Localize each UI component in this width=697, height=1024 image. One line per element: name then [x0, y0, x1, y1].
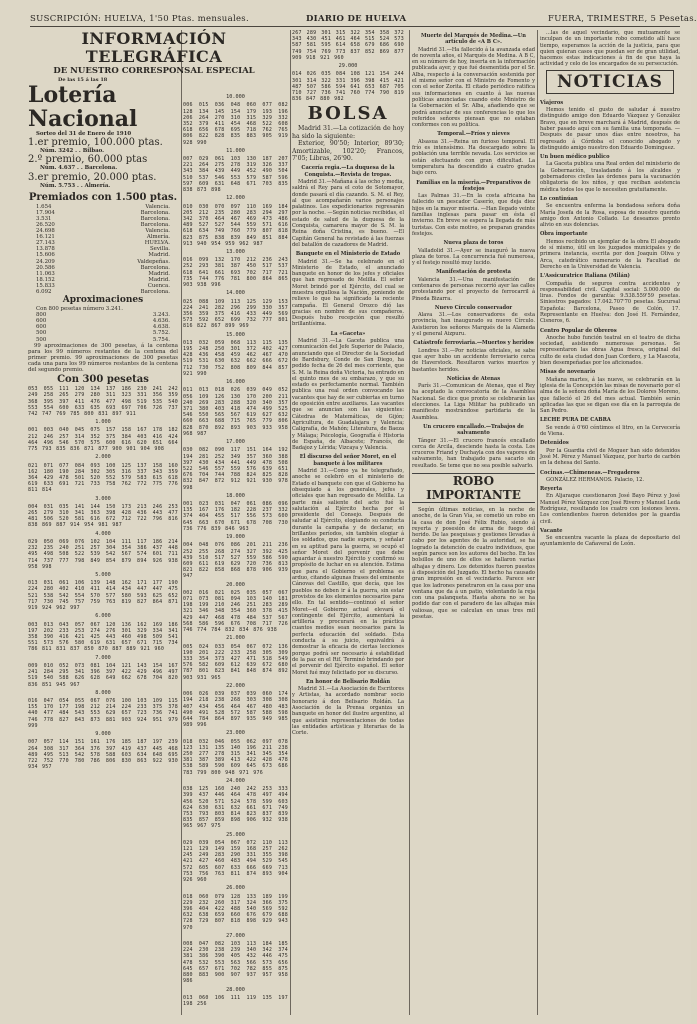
premiados-list: [28, 204, 178, 295]
hours: De las 15 á las 18: [58, 77, 108, 83]
group-label: 2.000: [95, 454, 111, 461]
subheadline: DE NUESTRO CORRESPONSAL ESPECIAL: [53, 66, 255, 76]
notice-title: Viajeros: [540, 99, 564, 106]
numbers-block: 001 023 031 047 061 086 096 135 167 176 182 228 237 332 374 404 455 517 556 573 600 645 663 670 671 678 708 730 736 776 839 846 963: [183, 501, 288, 532]
article-title: Noticias de Atenas: [446, 375, 501, 382]
notice-title: Un buen médico publico: [540, 154, 610, 161]
prize-1: 1.er premio, 100.000 ptas. Núm. 3242 . . Bilbao.: [28, 137, 163, 155]
article-body: Según últimas noticias, en la noche de anoche, de la Gran Vía, se cometió un robo en la casa de don José Félix Rubio, siendo á reyerta y posesión de arma de fuego del herido. De las pesquisas y gestiones llevadas á cabo por los agentes de la autoridad, se ha logrado la detención de cuatro individuos, que según parece son los autores del hecho. En los bolsillos de uno de ellos se hallaron varias alhajas y dinero. Los detenidos fueron puestos á disposición del Juzgado. El hecho ha causado gran impresión en el vecindario. Parece ser que los ladrones penetraron en la casa por una ventana que da á un patio, violentando la reja con una palanqueta. Hasta ahora no se ha podido dar con el paradero de las alhajas más valiosas, que se calculan en unas tres mil pesetas.: [412, 507, 535, 621]
group-label: 19.000: [226, 534, 245, 541]
group-label: 22.000: [226, 682, 245, 689]
group-label: 14.000: [226, 290, 245, 297]
article-title: Un crucero encallado.—Trabajos de salvamento: [423, 423, 524, 437]
notice-body: Se encuentra enferma la bondadosa señora doña María Josefa de la Rosa, esposa de nuestro querido amigo don Antonio Collado. Le deseamos pronto alivio en sus dolencias.: [540, 203, 680, 229]
ticket-city: Barcelona.: [140, 288, 170, 295]
notice-title: L'Assicuratrice Italiana (Milán): [540, 273, 630, 280]
article-body: Madrid 31.—La Gaceta publica una comunicación del Jefe Superior de Palacio, anunciando que el Director de la Sociedad de Bardsbury, Conde de San Diego, ha pedido fecha de 26 del mes corriente, que S. M. la Reina doña Victoria, ha entrado en el quinto mes de su embarazo, y que su estado es perfectamente normal. También publica una real orden convocando las vacantes que hay de ser cubiertas en turno de oposición entre auxiliares. Las vacantes que se anuncian son las siguientes: Cátedras de Matemáticas, de Gijón; Agricultura, de Guadalajara y Valencia; Caligrafía, de Mahón; Literatura, de Baeza y Málaga; Psicología, Geografía é Historia de España, de Albacete; Francés, de Badajoz y Lérida; Vizcaya y Valencia.: [292, 338, 404, 452]
article-body: Valencia 31.—Una manifestación de centenares de personas recorrió ayer las calles protestando por el proyecto de ferrocarril á Pineda Bizarra.: [412, 276, 535, 302]
aprox-amount: 500: [36, 330, 47, 337]
bolsa-intro: Madrid 31.—La cotización de hoy ha sido la siguiente:: [292, 125, 404, 140]
notice-body: La Gaceta publica una Real orden del ministerio de la Gobernación, trasladando á los alcaldes y gobernadores civiles las órdenes para la vacunación obligatoria de los niños, y que reciban asistencia médica todos los que lo necesiten gratuitamente.: [540, 161, 680, 193]
notice-body: Compañía de seguros contra accidentes y responsabilidad civil. Capital social: 5.000.000 de liras. Fondos de garantía: 9.538.559'59 pesetas. Siniestros pagados: 17.042.707'70 pesetas. Sucursal Española: Barcelona, Paseo de Colón, 17. Representante en Huelva: don José H. Fernández, Cisneros, 6.: [540, 280, 680, 325]
ticket-city: Barcelona.: [140, 215, 170, 222]
notice-title: Misas de novenario: [540, 369, 596, 376]
group-label: 21.000: [226, 635, 245, 642]
article-title: Cacería regia.—La duquesa de la Conquista.—Revista de tropas.: [301, 165, 395, 178]
group-label: 29.000: [338, 63, 358, 70]
group-label: 9.000: [95, 731, 111, 738]
ticket-number: 3.531: [36, 215, 52, 222]
group-label: 24.000: [226, 777, 245, 784]
ticket-city: Almería.: [146, 234, 170, 241]
article-title: En honor de Belisario Roldán: [305, 678, 391, 685]
column-numbers: [183, 92, 288, 1007]
notice-body: Hemos recibido un ejemplar de la obra El abogado de sí mismo, útil en los juzgados municipales y de primera instancia, escrita por don Joaquín Oliva y Arca, catedrático numerario de la Facultad de Derecho en la Universidad de Valencia.: [540, 238, 680, 270]
column-news: [412, 30, 535, 620]
numbers-block: 002 016 021 025 035 057 067 071 073 081 094 103 140 181 198 199 210 246 251 283 289 321 346 348 354 360 378 415 429 447 468 478 484 537 567 568 586 596 676 708 717 726 746 774 784 832 834 876 938: [183, 589, 288, 634]
numbers-block: 018 032 046 055 062 097 078 123 131 135 140 196 211 238 250 277 278 315 341 345 354 381 387 389 413 422 428 478 538 589 590 609 645 673 686 783 799 800 948 971 976: [183, 738, 288, 776]
ticket-city: Barcelona.: [140, 264, 170, 271]
bolsa-quotes: Exterior, 90'50; Interior, 89'30; Amortizable, 102'20; Francos, 7'05; Libras, 26'90.: [292, 140, 404, 162]
numbers-block: 010 030 070 097 110 169 184 205 212 235 280 283 294 297 342 370 464 467 469 473 486 489 527 527 544 559 571 616 618 634 749 760 779 807 818 823 875 838 839 849 851 884 913 940 954 959 962 987: [183, 203, 288, 247]
numbers-block: 029 039 054 067 072 110 113 121 129 149 159 168 257 262 245 249 283 290 331 355 398 421 427 460 483 494 529 545 572 605 607 633 666 669 713 753 756 763 811 874 893 904 926 960: [183, 839, 288, 884]
article-title: La «Gaceta»: [330, 330, 366, 337]
numbers-block: 029 050 069 076 102 104 111 117 186 214 232 235 240 251 257 304 354 386 437 448 495 498 508 522 539 542 567 574 601 711 714 737 777 798 849 854 879 894 926 938 958 998: [28, 538, 178, 570]
numbers-block: 030 082 090 117 151 164 192 194 281 252 349 357 360 388 397 430 434 441 449 478 508 522 546 557 559 576 639 651 676 704 744 788 824 825 828 832 847 872 912 921 930 978 998: [183, 447, 288, 491]
group-label: 27.000: [226, 932, 245, 939]
numbers-block: 007 057 114 151 161 176 185 187 197 239 264 308 317 364 376 397 419 437 445 468 489 495 513 542 578 588 603 634 648 695 722 752 770 780 786 806 830 863 922 930 934 957: [28, 739, 178, 771]
numbers-block: 004 048 076 086 201 211 236 252 255 268 274 327 392 425 439 510 517 527 559 586 590 609 611 619 629 720 736 813 821 822 858 868 878 906 939 947: [183, 542, 288, 580]
group-label: 3.000: [95, 495, 111, 502]
column-rule: [181, 30, 182, 1015]
article-body: Madrid 31.—Ha fallecido á la avanzada edad de noventa años, el Marqués de Medina. A B C, en su número de hoy, inserta en la información publicada ayer, y que fué desmentida por el Sr. Alba, respecto á la conversación sostenida por el mismo señor con el Ministro de Fomento y con el señor Zorita. El citado periódico ratifica sus informaciones en cuanto á las nuevas políticas anunciadas cuando este Ministro de la Gobernación el Sr. Alba, añadiendo que se podrá anunciar de sus conferencias lo que los referidos señores piensan que no estaban conformes con su política.: [412, 46, 535, 129]
aprox-number: 5.752.: [152, 330, 170, 337]
draw-date: Sorteo del 31 de Enero de 1910: [36, 131, 132, 138]
article-body: Madrid 31.—Se ha celebrado en el Ministerio de Estado, el anunciado banquete en honor de los jefes y oficiales que han regresado de Melilla. El señor Moret brindó por el Ejército, del cual se muestra orgullosa la Nación, poniendo de relieve lo que ha significado la reciente campaña. El General Orozco dió las gracias en nombre de sus compañeros. Después hubo recepción que resultó brillantísima.: [292, 258, 404, 328]
numbers-block: 038 125 160 240 242 253 333 399 437 446 464 478 497 494 456 520 571 524 578 599 603 624 630 631 632 661 671 749 753 793 803 814 823 837 839 835 857 859 898 906 932 938 965 967 975: [183, 786, 288, 830]
article-title: Nueva plaza de toros: [443, 240, 504, 247]
article-title: Manifestación de protesta: [436, 269, 511, 276]
aprox-amount: 600: [36, 324, 47, 331]
notice-title: Reyerta: [540, 486, 563, 493]
numbers-block: 021 071 077 084 093 100 125 137 158 160 162 180 190 284 302 305 316 337 343 359 364 429 478 501 520 552 579 583 615 618 619 633 691 721 733 758 762 772 775 776 811 814: [28, 462, 178, 494]
aprox-number: 3.243.: [152, 312, 170, 319]
newspaper-name: DIARIO DE HUELVA: [306, 14, 407, 24]
group-label: 15.000: [226, 331, 245, 338]
numbers-block: 008 047 082 103 113 184 185 224 230 238 239 340 342 374 381 386 390 405 432 446 475 478 532 553 563 566 573 656 645 657 671 702 782 855 875 880 883 900 907 937 957 958 986: [183, 941, 288, 985]
numbers-block: 267 289 301 315 322 354 358 372 343 430 451 461 464 515 524 573 587 581 595 614 658 679 686 690 749 754 769 773 837 852 869 877 909 918 921 960: [292, 30, 404, 61]
numbers-block: 013 060 106 111 119 135 197 198 256: [183, 994, 288, 1007]
ticket-number: 18.152: [36, 276, 55, 283]
article-body: ...las de aquel vecindario, que mutuamente se inculpan de un importante robo cometido allí hace tiempo, esperamos la acción de la justicia, para que quien quieran casos que puedan ser de gran utilidad, hacemos estas indicaciones á fin de que haya la actividad y celo de los encargados de su persecución.: [540, 30, 680, 68]
notice-title: Centro Popular de Obreros: [540, 327, 617, 334]
aprox-number: 5.754.: [152, 336, 170, 343]
group-label: 6.000: [95, 613, 111, 620]
article-body: Tánger 31.—El crucero francés encallado cerca de Arcila, desciende hasta la costa. Los cruceros Friand y Duchayla con dos vapores de salvamento, han trabajado para sacarlo sin resultado. Se teme que no sea posible salvarlo.: [412, 437, 535, 469]
con300-heading: Con 300 pesetas: [57, 374, 149, 386]
notice-title: Detenidos: [540, 440, 569, 447]
article-body: Madrid 31.—Como ya he telegrafiado, anoche se celebró en el ministerio de Estado el banquete con que el Gobierno ha obsequiado á los generales, jefes y oficiales que han regresado de Melilla. La parte más saliente del acto fué la salutación al Ejército hecha por el presidente del Consejo. Después de saludar al Ejército, elogiando su conducta durante la campaña y de declarar, en brillantes períodos, sin también elogiar á los soldados, que nadie supera, y señalar en su aptitud para la guerra, se ocupó el señor Moret del porvenir que debe aguardar á nuestro Ejército y confirmó su propósito de luchar en su atención. Estima que para el Gobierno el problema es arduo, citando algunas frases del eminente Cánovas del Castillo, que decía, que los pueblos no deben ir á la guerra, sin estar provistos de los elementos necesarios para ello. En tal sentido—continuó el señor Moret—el Gobierno actual elevará el contingente del Ejército, aumentará la artillería y procurará en la práctica cuantos medios sean necesarios para la perfecta educación del soldado. Esta conducta á su juicio, equivaldrá á demostrar la eficacia de ciertas lecciones porque podrá ser necesario á estabilidad de la paz en el Rif. Terminó brindando por el porvenir del Ejército español. El señor Moret fué muy felicitado por su discurso.: [292, 468, 404, 676]
aprox-amount: 800: [36, 312, 47, 319]
prize-2: 2.º premio, 60.000 ptas Núm. 4.637 . . Barcelona.: [28, 154, 148, 172]
aprox-list: [28, 312, 178, 342]
noticias-list: [540, 100, 680, 548]
article-title: Muerte del Marqués de Medina.—Un artículo de «A B C».: [421, 33, 526, 46]
article-title: El discurso del señor Moret, en el banquete á los militares: [299, 454, 397, 467]
ticket-number: 16.121: [36, 234, 55, 241]
article-title: Banquete en el Ministerio de Estado: [295, 251, 401, 258]
notice-body: Hemos tenido el gusto de saludar á nuestro distinguido amigo don Eduardo Vázquez y González Bravo, que en breve marchará á Madrid, después de haber pasado aquí con su familia una temporada. —Después de pasar unos días entre nosotros, ha regresado á Córdoba el conocido abogado y distinguido amigo nuestro don Eduardo Dominguez.: [540, 107, 680, 151]
numbers-block: 016 099 132 170 212 236 243 252 293 381 387 450 517 537 618 641 661 693 702 717 721 735 744 776 781 800 864 865 903 938 996: [183, 257, 288, 289]
group-label: 10.000: [226, 94, 245, 100]
numbers-block: 005 024 033 054 067 072 136 190 201 222 233 258 305 309 333 354 373 427 471 518 549 576 582 609 612 639 672 680 787 801 823 841 848 874 892 903 931 965: [183, 643, 288, 681]
numbers-block: 009 010 052 073 081 104 121 143 154 167 241 284 295 341 396 397 422 429 496 497 519 540 588 626 628 649 662 678 704 820 836 851 945 967: [28, 662, 178, 688]
column-bolsa: [292, 30, 404, 736]
notice-title: LECHE PURA DE CABRA: [540, 417, 611, 424]
group-label: 26.000: [226, 885, 245, 892]
notice-body: En Aljaraque cuestionaron José Bayo Pérez y José Manuel Pérez Vázquez con José Rivero y Manuel Leda Rodríguez, resultando los cuatro con lesiones leves. Los contendientes fueron detenidos por la guardia civil.: [540, 493, 680, 525]
numbers-block: 006 015 036 048 060 077 082 128 134 145 154 179 193 196 206 264 270 310 315 329 332 352 379 411 454 468 522 608 618 656 678 695 718 762 765 806 822 828 835 883 905 919 928 990: [183, 102, 288, 146]
ticket-number: 1.654: [36, 203, 52, 210]
headline: INFORMACIÓN TELEGRÁFICA: [81, 29, 227, 66]
group-label: 1.000: [95, 419, 111, 426]
ticket-city: HUELVA.: [144, 240, 170, 247]
numbers-block: 018 060 079 128 133 189 199 229 232 260 317 324 366 375 396 404 422 488 540 569 592 632 638 659 660 676 679 688 728 729 807 818 898 929 943 970: [183, 893, 288, 931]
ticket-number: 17.904: [36, 209, 55, 216]
group-label: 20.000: [226, 581, 245, 588]
group-label: 5.000: [95, 571, 111, 578]
article-body: Londres 31.—Por noticias oficiales, se sabe que ayer hubo un accidente ferroviario cerca de Haverstock. Resultaron varios muertos y bastantes heridos.: [412, 347, 535, 373]
ticket-number: 11.063: [36, 270, 55, 277]
article-body: París 31.—Comunican de Atenas, que el Rey ha aceptado la convocatoria de la Asamblea Nacional. Se dice que pronto se celebrarán las elecciones. La Liga Militar ha publicado un manifiesto mostrándose partidaria de la Asamblea.: [412, 383, 535, 421]
aprox-note: 99 aproximaciones de 300 pesetas, á la centena para los 99 números restantes de la centena del primer premio. 99 aproximaciones de 300 pesetas cada una para los 99 números restantes de la centena del segundo premio.: [28, 342, 178, 374]
lottery-title: Lotería Nacional: [28, 82, 138, 133]
aprox-number: 4.636.: [152, 318, 170, 325]
ticket-city: Madrid.: [148, 276, 170, 283]
article-title: Nuevo Círculo conservador: [434, 304, 513, 311]
article-body: Madrid 31.—Mañana á las ocho y media, saldrá el Rey para el coto de Sotomayor, donde pasará el día cazando. S. M. el Rey, al que acompañarán varios personajes palatinos. Los expedicionarios regresarán por la noche. —Según noticias recibidas, el estado de salud de la duquesa de la Conquista, camarera mayor de S. M. la Reina doña Cristina, es bueno. —El Capitán General ha revistado á las fuerzas del batallón de cazadores de Madrid.: [292, 178, 404, 248]
article-title: Familias en la miseria.—Preparativos de festejos: [416, 179, 531, 192]
notice-body: Anoche hubo función teatral en el teatro de dicha sociedad, asistiendo numerosas personas. Se representaron las obras Agua fresca, original del culto de esta ciudad don Juan Cordero, y La Mascota, bien desempeñadas por los aficionados.: [540, 334, 680, 367]
numbers-block: 006 026 039 037 039 060 174 194 218 238 268 303 308 308 407 434 456 464 467 480 483 490 491 528 572 587 588 598 644 784 864 897 935 949 985 989 996: [183, 691, 288, 729]
notice-body: Se vende á 0'60 céntimos el litro, en la Cervecería de Viena.: [540, 424, 680, 438]
group-label: 23.000: [226, 730, 245, 737]
ticket-number: 27.143: [36, 240, 55, 247]
ticket-city: Cuenca.: [147, 282, 170, 289]
numbers-block: 014 026 035 084 108 121 154 244 301 314 322 331 396 398 415 421 487 507 586 594 641 653 687 705 710 727 736 741 760 774 790 819 836 847 880 982: [292, 71, 404, 103]
group-label: 12.000: [226, 195, 245, 202]
group-label: 7.000: [95, 654, 111, 661]
article-body: Las Palmas 31.—En la costa africana ha fallecido un pescador Caserío, que deja diez hijos en la mayor miseria. —Han llegado veinte familias inglesas para pasar en ésta el invierno. En breve se espera la llegada de más turistas. Con este motivo, se preparan grandes festejos.: [412, 193, 535, 237]
notice-body: Se encuentra vacante la plaza de depositario del ayuntamiento de Cañaveral de León.: [540, 535, 680, 548]
column-noticias: [540, 30, 680, 548]
article-title: Catástrofe ferroviaria.—Muertos y heridos: [413, 340, 534, 347]
group-label: 17.000: [226, 439, 245, 446]
article-body: Alava 31.—Los conservadores de esta provincia, han inaugurado su nuevo Círculo. Asistieron los señores Marqués de la Alameda y el general Aizpuru.: [412, 312, 535, 338]
ticket-city: Sevilla.: [149, 246, 170, 253]
numbers-block: 003 013 043 057 067 120 136 162 169 186 197 202 233 253 274 276 301 329 334 341 358 390 416 421 425 443 460 498 509 541 551 573 576 580 619 631 657 671 715 734 786 811 831 837 850 870 887 889 921 960: [28, 621, 178, 653]
notice-body: Mañana martes, á las nueve, se celebrarán en la iglesia de la Concepción las misas de novenario por el alma de la señora doña María de los Dolores Moreno, que falleció el 26 del mes actual. También serán aplicadas las que se digan ese día en la parroquia de San Pedro.: [540, 376, 680, 415]
ticket-city: Madrid.: [148, 270, 170, 277]
column-rule: [537, 30, 538, 1015]
ticket-number: 6.092: [36, 288, 52, 295]
ticket-number: 24.209: [36, 258, 55, 265]
bolsa-heading: BOLSA: [307, 103, 389, 125]
masthead: [30, 14, 697, 27]
ticket-city: Madrid.: [148, 252, 170, 259]
subscription-price: SUSCRIPCIÓN: HUELVA, 1'50 Ptas. mensuales.: [30, 14, 249, 24]
numbers-block: 053 055 111 120 134 137 186 230 241 242 249 258 265 279 280 311 323 331 356 359 368 395 397 411 476 477 498 519 535 540 553 554 600 633 635 693 697 706 726 737 742 747 769 785 800 831 897 911: [28, 386, 178, 417]
notice-title: Obra importante: [540, 231, 588, 238]
notice-title: Vacante: [540, 527, 563, 534]
numbers-block: 007 029 061 103 130 187 207 221 264 275 278 319 326 337 343 384 439 449 452 490 504 510 537 546 553 579 587 596 597 609 631 648 671 703 835 838 873 898: [183, 156, 288, 194]
aprox-number: 4.638.: [152, 324, 170, 331]
ticket-number: 24.698: [36, 228, 55, 235]
numbers-block: 016 047 054 055 067 076 100 103 109 115 155 170 177 198 212 214 224 233 375 378 440 477 484 543 553 629 657 723 736 741 746 778 827 843 873 881 903 924 951 979 999: [28, 698, 178, 729]
article-body: Valladolid 31.—Ayer se inauguró la nueva plaza de toros. La concurrencia fué numerosa, y el festejo resultó muy lucido.: [412, 247, 535, 267]
ticket-number: 13.878: [36, 246, 55, 253]
group-label: 4.000: [95, 530, 111, 537]
ticket-city: Valencia.: [145, 228, 170, 235]
notice-body: GONZÁLEZ HERMANOS. Palacio, 12.: [546, 476, 645, 483]
ticket-number: 20.586: [36, 264, 55, 271]
column-rule: [409, 30, 410, 1015]
notice-title: Lo continúan: [540, 195, 578, 202]
aproximaciones-heading: Aproximaciones: [62, 295, 144, 306]
group-label: 8.000: [95, 689, 111, 696]
noticias-heading: NOTICIAS: [546, 70, 674, 94]
numbers-block: 013 032 059 068 113 115 135 195 248 250 301 372 402 427 428 436 458 459 462 467 470 519 531 630 632 662 666 672 712 730 752 808 809 844 857 921 990: [183, 339, 288, 377]
numbers-block: 013 031 061 106 139 148 162 171 177 190 224 280 402 410 411 414 434 447 447 475 521 538 542 554 570 577 580 593 625 652 717 730 745 757 759 763 819 827 864 871 919 924 962 997: [28, 580, 178, 612]
ticket-number: 26.520: [36, 221, 55, 228]
group-label: 13.000: [226, 248, 245, 255]
article-body: Alsasua 31.—Reina un furioso temporal. El frío es intensísimo. Ha descargado sobre la población una terrible nevada. Los servicios se están efectuando con gran dificultad. La temperatura ha descendido á cuatro grados bajo cero.: [412, 138, 535, 177]
aprox-intro: Con 800 pesetas número 3.241.: [36, 306, 123, 313]
notice-body: Por la Guardia civil de Moguer han sido detenidos José M. Pérez y Manuel Vázquez, por hurto de carbón en la dehesa del Santo.: [540, 447, 680, 467]
ticket-city: Barcelona.: [140, 209, 170, 216]
prize-3: 3.er premio, 20.000 ptas. Núm. 5.753 . . Almería.: [28, 171, 157, 189]
ticket-city: Valencia.: [145, 203, 170, 210]
aprox-amount: 500: [36, 336, 47, 343]
notice-title: Cocinas.—Chimeneas.—Fregaderos: [540, 469, 640, 476]
ticket-city: Barcelona.: [140, 221, 170, 228]
article-body: Madrid 31.—La Asociación de Escritores y Artistas, ha acordado nombrar socio honorario á don Belisario Roldán. La Asociación de la Prensa organiza un banquete en honor del ilustre argentino, al que asistirán representaciones de todas las entidades artísticas y literarias de la Corte.: [292, 686, 404, 737]
numbers-block: 011 013 018 026 039 049 052 056 109 126 130 170 200 211 240 269 283 288 320 340 357 371 380 403 418 474 499 525 546 550 565 567 619 627 632 660 663 688 715 765 779 806 828 870 892 893 903 933 958 968 987: [183, 387, 288, 437]
robo-heading: ROBO IMPORTANTE: [412, 473, 535, 503]
ticket-city: Valdepeñas.: [137, 258, 170, 265]
premiados-heading: Premiados con 1.500 ptas.: [28, 191, 178, 203]
group-label: 28.000: [226, 986, 245, 993]
group-label: 18.000: [226, 492, 245, 499]
numbers-block: 001 003 040 045 075 157 158 167 178 182 212 246 257 314 352 375 384 403 416 424 464 496 546 570 575 600 616 620 651 664 775 793 835 836 871 877 900 901 904 908: [28, 427, 178, 453]
group-label: 25.000: [226, 831, 245, 838]
ticket-number: 15.606: [36, 252, 55, 259]
aprox-amount: 600: [36, 318, 47, 325]
out-of-town-price: FUERA, TRIMESTRE, 5 Pesetas.: [548, 14, 697, 24]
article-title: Temporal.—Fríos y nieves: [437, 131, 510, 138]
group-label: 11.000: [226, 147, 245, 154]
ticket-number: 15.833: [36, 282, 55, 289]
group-label: 16.000: [226, 379, 245, 386]
column-rule: [290, 30, 291, 1015]
numbers-block: 025 088 109 113 125 129 153 224 241 282 296 299 330 357 356 359 375 416 433 449 569 573 592 652 699 732 777 801 816 822 867 899 969: [183, 298, 288, 330]
numbers-block: 004 031 035 141 144 150 173 213 246 253 265 279 310 341 363 398 428 436 443 477 481 506 520 581 616 672 712 722 796 816 838 869 887 914 954 981 987: [28, 503, 178, 529]
